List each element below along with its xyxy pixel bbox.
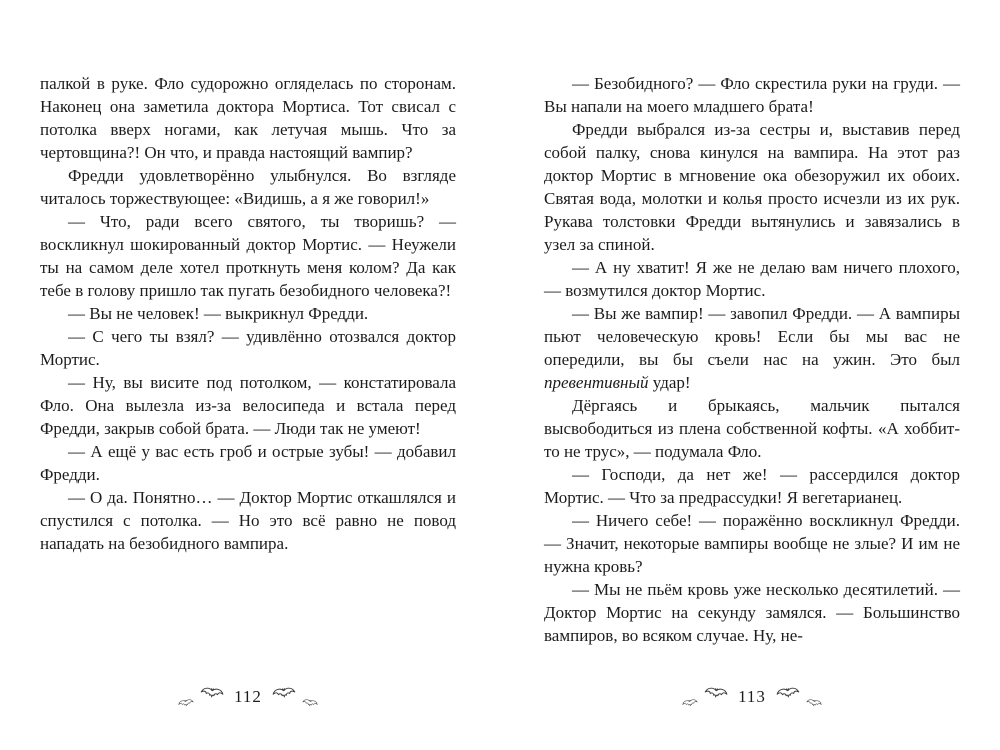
paragraph: Фредди выбрался из-за сестры и, выставив перед собой палку, снова кинулся на вампира. На этот раз доктор Мортис в мгновение ока обезоружил их обоих. Святая вода, молотки и колья просто исчезли из их рук. Рукава толстовки Фредди вытянулись и завязались в узел за спиной. xyxy=(544,120,960,254)
paragraph: Дёргаясь и брыкаясь, мальчик пытался высвободиться из плена собственной кофты. «А хоббит-то не трус», — подумала Фло. xyxy=(544,396,960,461)
paragraph: — О да. Понятно… — Доктор Мортис откашлялся и спустился с потолка. — Но это всё равно не повод нападать на безобидного вампира. xyxy=(40,488,456,553)
paragraph: — Вы не человек! — выкрикнул Фредди. xyxy=(68,304,369,323)
page-left-text xyxy=(40,72,456,555)
paragraph: — Безобидного? — Фло скрестила руки на груди. — Вы напали на моего младшего брата! xyxy=(544,74,960,116)
paragraph: — Господи, да нет же! — рассердился доктор Мортис. — Что за предрассудки! Я вегетарианец. xyxy=(544,465,960,507)
page-right-footer xyxy=(544,680,960,714)
page-number-right: 113 xyxy=(738,687,766,706)
italic-word: превентивный xyxy=(544,373,649,392)
page-left-footer xyxy=(40,680,456,714)
bat-icon xyxy=(199,685,224,700)
page-left xyxy=(40,72,456,732)
paragraph: — Ничего себе! — поражённо воскликнул Фредди. — Значит, некоторые вампиры вообще не злые? И им не нужна кровь? xyxy=(544,511,960,576)
paragraph-text: удар! xyxy=(648,373,691,392)
paragraph: — Что, ради всего святого, ты творишь? — воскликнул шокированный доктор Мортис. — Неужели ты на самом деле хотел проткнуть меня колом? Да как тебе в голову пришло так пугать безобидного человека?! xyxy=(40,212,456,300)
page-right xyxy=(544,72,960,732)
paragraph xyxy=(544,302,960,394)
paragraph: — Мы не пьём кровь уже несколько десятилетий. — Доктор Мортис на секунду замялся. — Большинство вампиров, во всяком случае. Ну, не- xyxy=(544,580,960,645)
bat-icon xyxy=(805,697,822,709)
paragraph: — А ну хватит! Я же не делаю вам ничего плохого, — возмутился доктор Мортис. xyxy=(544,258,960,300)
bat-icon xyxy=(775,685,800,700)
paragraph: — А ещё у вас есть гроб и острые зубы! — добавил Фредди. xyxy=(40,442,456,484)
bat-icon xyxy=(703,685,728,700)
bat-icon xyxy=(681,697,698,709)
page-right-text xyxy=(544,72,960,647)
page-number-left: 112 xyxy=(234,687,262,706)
bat-icon xyxy=(177,697,194,709)
paragraph: палкой в руке. Фло судорожно огляделась по сторонам. Наконец она заметила доктора Мортиса. Тот свисал с потолка вверх ногами, как летучая мышь. Что за чертовщина?! Он что, и правда настоящий вампир? xyxy=(40,74,456,162)
paragraph: — С чего ты взял? — удивлённо отозвался доктор Мортис. xyxy=(40,327,456,369)
bat-icon xyxy=(271,685,296,700)
paragraph: Фредди удовлетворённо улыбнулся. Во взгляде читалось торжествующее: «Видишь, а я же говорил!» xyxy=(40,166,456,208)
paragraph: — Ну, вы висите под потолком, — констатировала Фло. Она вылезла из-за велосипеда и встала перед Фредди, закрыв собой брата. — Люди так не умеют! xyxy=(40,373,456,438)
paragraph-text: — Вы же вампир! — завопил Фредди. — А вампиры пьют человеческую кровь! Если бы мы вас не опередили, вы бы съели нас на ужин. Это был xyxy=(544,304,960,369)
bat-icon xyxy=(301,697,318,709)
